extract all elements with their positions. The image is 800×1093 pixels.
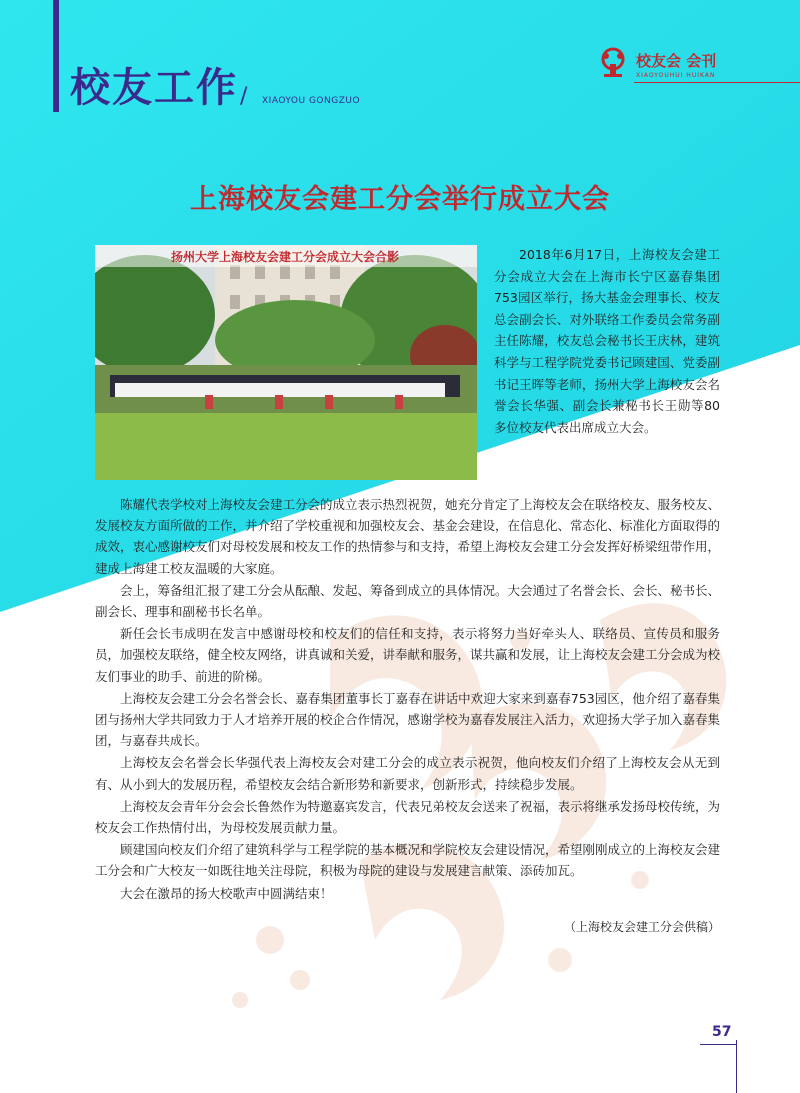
article-intro: 2018年6月17日，上海校友会建工分会成立大会在上海市长宁区嘉春集团753园区举行，扬大基金会理事长、校友总会副会长、对外联络工作委员会常务副主任陈耀，校友总会秘书长王庆林，建筑科学与工程学院党委书记顾建国、党委副书记王晖等老师，扬州大学上海校友会名誉会长华强、副会长兼秘书长王勋等80多位校友代表出席成立大会。 [494,247,720,435]
magazine-title: 校友会 会刊 [636,52,717,70]
alumni-logo-icon [596,46,630,80]
section-slash: / [240,84,248,109]
article-body [95,494,720,905]
article-paragraph: 顾建国向校友们介绍了建筑科学与工程学院的基本概况和学院校友会建设情况，希望刚刚成立的上海校友会建工分会和广大校友一如既往地关注母院，积极为母院的建设与发展建言献策、添砖加瓦。 [95,842,721,879]
article-paragraph: 上海校友会建工分会名誉会长、嘉春集团董事长丁嘉春在讲话中欢迎大家来到嘉春753园区，他介绍了嘉春集团与扬州大学共同致力于人才培养开展的校企合作情况，感谢学校为嘉春发展注入活力，欢迎扬大学子加入嘉春集团，与嘉春共成长。 [95,690,721,749]
article-paragraph: 大会在激昂的扬大校歌声中圆满结束！ [120,885,333,901]
article-credit: （上海校友会建工分会供稿） [563,920,720,934]
section-subtitle: XIAOYOU GONGZUO [262,96,361,106]
magazine-subtitle: XIAOYOUHUI HUIKAN [636,72,716,79]
article-paragraph: 陈耀代表学校对上海校友会建工分会的成立表示热烈祝贺，她充分肯定了上海校友会在联络校友、服务校友、发展校友方面所做的工作，并介绍了学校重视和加强校友会、基金会建设，在信息化、常态化、标准化方面取得的成效，衷心感谢校友们对母校发展和校友工作的热情参与和支持，希望上海校友会建工分会发挥好桥梁纽带作用，建成上海建工校友温暖的大家庭。 [95,497,721,576]
article-paragraph: 上海校友会青年分会会长鲁然作为特邀嘉宾发言，代表兄弟校友会送来了祝福，表示将继承发扬母校传统，为校友会工作热情付出，为母校发展贡献力量。 [95,798,721,836]
header-accent-bar [53,0,59,112]
article-paragraph: 会上，筹备组汇报了建工分会从酝酿、发起、筹备到成立的具体情况。大会通过了名誉会长、会长、秘书长、副会长、理事和副秘书长名单。 [95,582,721,620]
article-paragraph: 上海校友会名誉会长华强代表上海校友会对建工分会的成立表示祝贺，他向校友们介绍了上海校友会从无到有、从小到大的发展历程，希望校友会结合新形势和新要求，创新形式，持续稳步发展。 [95,755,720,792]
section-title: 校友工作 [70,65,238,111]
group-photo [95,245,477,480]
article-headline: 上海校友会建工分会举行成立大会 [190,184,610,215]
magazine-rule [634,82,800,83]
article-paragraph: 新任会长韦成明在发言中感谢母校和校友们的信任和支持，表示将努力当好牵头人、联络员、宣传员和服务员，加强校友联络，健全校友网络，讲真诚和关爱，讲奉献和服务，谋共赢和发展，让上海校友会建工分会成为校友们事业的助手、前进的阶梯。 [95,626,721,684]
page-number-rule [736,1040,737,1093]
page-number-underline [700,1044,736,1045]
page-number: 57 [712,1024,732,1040]
photo-caption: 扬州大学上海校友会建工分会成立大会合影 [170,250,400,264]
